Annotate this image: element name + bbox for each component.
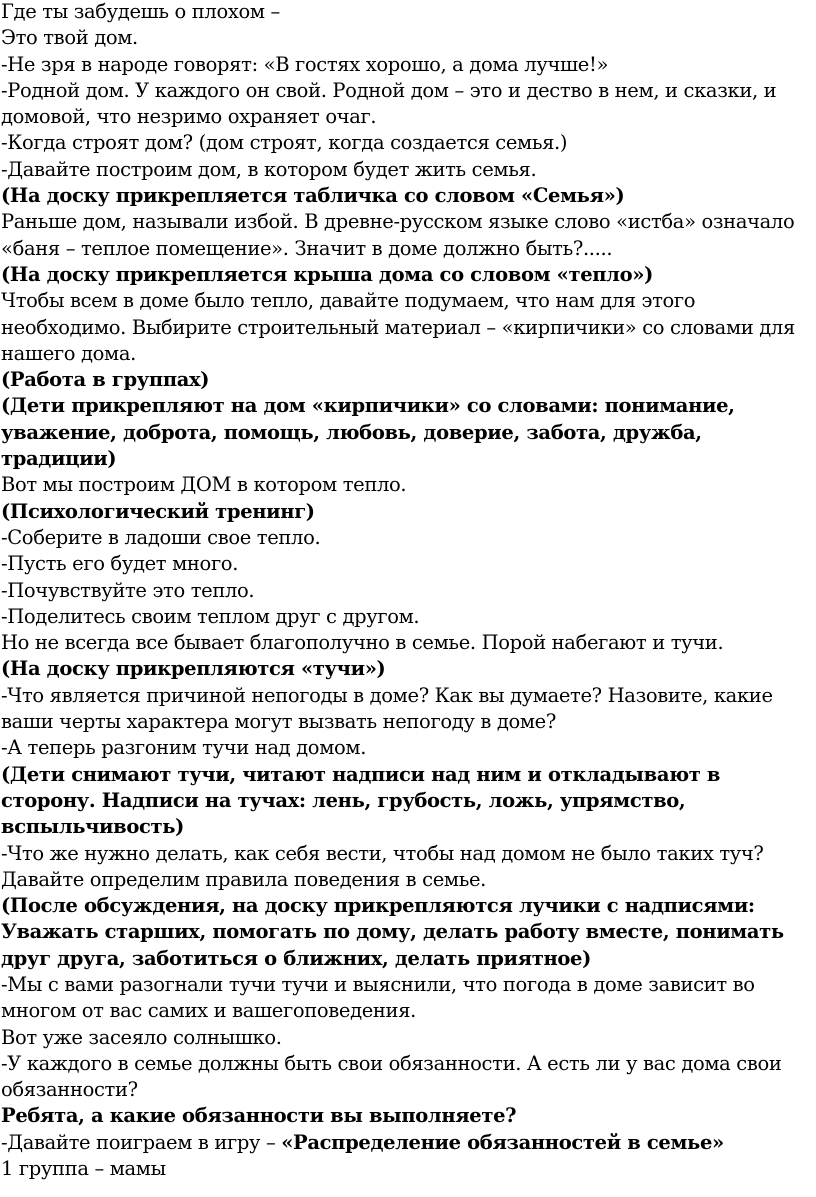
paragraph: -Соберите в ладоши свое тепло. <box>1 525 321 549</box>
paragraph: -Что является причиной непогоды в доме? Как вы думаете? Назовите, какие ваши черты характера могут вызвать непогоду в доме? <box>1 683 773 734</box>
paragraph: -Поделитесь своим теплом друг с другом. <box>1 604 420 628</box>
paragraph: Чтобы всем в доме было тепло, давайте подумаем, что нам для этого необходимо. Выбирите строительный материал – «кирпичики» со словами для нашего дома. <box>1 289 795 365</box>
instruction-heading: (Работа в группах) <box>1 368 210 392</box>
paragraph: -Родной дом. У каждого он свой. Родной дом – это и дество в нем, и сказки, и домовой, что незримо охраняет очаг. <box>1 78 777 129</box>
paragraph: -Почувствуйте это тепло. <box>1 578 255 602</box>
paragraph: Вот мы построим ДОМ в котором тепло. <box>1 473 407 497</box>
paragraph: -Что же нужно делать, как себя вести, чтобы над домом не было таких туч? Давайте определим правила поведения в семье. <box>1 841 764 891</box>
paragraph <box>1 1130 816 1156</box>
instruction-heading: (Дети снимают тучи, читают надписи над ним и откладывают в сторону. Надписи на тучах: лень, грубость, ложь, упрямство, вспыльчивость) <box>1 762 721 839</box>
paragraph: -Давайте построим дом, в котором будет жить семья. <box>1 157 537 181</box>
instruction-heading: (Дети прикрепляют на дом «кирпичики» со словами: понимание, уважение, доброта, помощь, любовь, доверие, забота, дружба, традиции) <box>1 394 735 471</box>
paragraph: -Когда строят дом? (дом строят, когда создается семья.) <box>1 131 568 155</box>
instruction-heading: (Психологический тренинг) <box>1 499 315 523</box>
paragraph: Это твой дом. <box>1 26 138 50</box>
paragraph: -Не зря в народе говорят: «В гостях хорошо, а дома лучше!» <box>1 52 609 76</box>
paragraph: -Пусть его будет много. <box>1 552 239 576</box>
instruction-heading: Ребята, а какие обязанности вы выполняете? <box>1 1104 517 1128</box>
instruction-heading: (На доску прикрепляются «тучи») <box>1 657 386 681</box>
paragraph: -А теперь разгоним тучи над домом. <box>1 736 367 760</box>
paragraph: Но не всегда все бывает благополучно в семье. Порой набегают и тучи. <box>1 631 724 655</box>
paragraph: Раньше дом, называли избой. В древне-русском языке слово «истба» означало «баня – теплое помещение». Значит в доме должно быть?..... <box>1 210 795 260</box>
paragraph: -У каждого в семье должны быть свои обязанности. А есть ли у вас дома свои обязанности? <box>1 1051 782 1102</box>
paragraph: Вот уже засеяло солнышко. <box>1 1025 282 1049</box>
instruction-heading: (После обсуждения, на доску прикрепляются лучики с надписями: Уважать старших, помогать по дому, делать работу вместе, понимать друг друга, заботиться о ближних, делать приятное) <box>1 894 784 970</box>
paragraph: Где ты забудешь о плохом – <box>1 0 280 23</box>
instruction-heading: (На доску прикрепляется крыша дома со словом «тепло») <box>1 262 653 286</box>
paragraph: 1 группа – мамы <box>1 1157 166 1181</box>
game-title: «Распределение обязанностей в семье» <box>281 1130 724 1154</box>
instruction-heading: (На доску прикрепляется табличка со словом «Семья») <box>1 184 625 208</box>
paragraph-text: -Давайте поиграем в игру – <box>1 1130 282 1154</box>
paragraph: -Мы с вами разогнали тучи тучи и выяснили, что погода в доме зависит во многом от вас самих и вашегоповедения. <box>1 972 755 1023</box>
